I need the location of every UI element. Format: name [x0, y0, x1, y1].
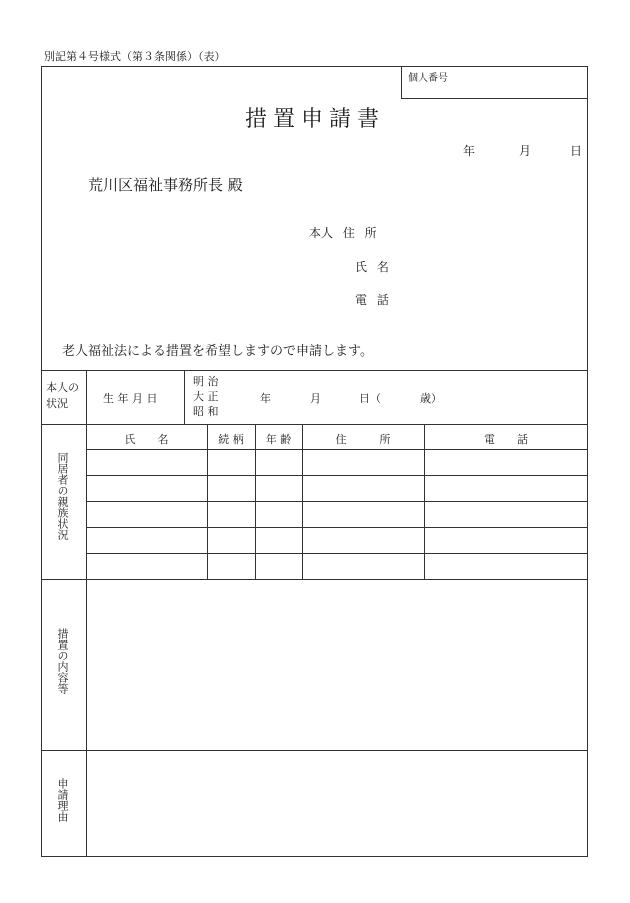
addressee: 荒川区福祉事務所長 殿: [88, 176, 243, 194]
age-unit: 歳）: [420, 392, 442, 405]
family-row-line-5: [86, 553, 588, 554]
honnin-divider-2: [184, 370, 185, 424]
date-day-label: 日: [570, 144, 583, 158]
form-title: 措置申請書: [244, 107, 385, 132]
sochi-content-field[interactable]: [87, 580, 587, 749]
sochi-section-label: 措置の内容等: [56, 628, 69, 694]
applicant-address-label: 本人 住 所: [309, 226, 377, 240]
applicant-name-label: 氏 名: [355, 260, 389, 274]
family-col-relation: 続 柄: [218, 433, 244, 446]
date-year-label: 年: [463, 144, 476, 158]
era-taisho[interactable]: 大 正: [193, 390, 219, 403]
separator-family-top: [41, 424, 588, 425]
birth-day-unit: 日（: [359, 392, 381, 405]
date-month-label: 月: [519, 144, 532, 158]
family-row-line-3: [86, 501, 588, 502]
family-row-line-2: [86, 475, 588, 476]
kojin-bango-label: 個人番号: [408, 73, 448, 84]
honnin-label-line1: 本人の: [46, 381, 79, 394]
era-meiji[interactable]: 明 治: [193, 375, 219, 388]
family-section-label: 同居者の親族状況: [56, 452, 69, 540]
applicant-phone-label: 電 話: [355, 293, 389, 307]
family-col-address: 住 所: [335, 433, 391, 446]
era-showa[interactable]: 昭 和: [193, 405, 219, 418]
family-col-name: 氏 名: [124, 433, 169, 446]
era-list[interactable]: [193, 374, 219, 419]
birth-month-unit: 月: [310, 392, 321, 405]
birth-year-unit: 年: [260, 392, 271, 405]
honnin-section-label: [46, 380, 79, 412]
family-row-line-1: [86, 449, 588, 450]
birth-date-label: 生 年 月 日: [103, 392, 158, 405]
honnin-divider-1: [86, 370, 87, 424]
family-col-phone: 電 話: [484, 433, 528, 446]
application-statement: 老人福祉法による措置を希望しますので申請します。: [62, 344, 373, 359]
reason-content-field[interactable]: [87, 751, 587, 856]
separator-honnin-top: [41, 370, 588, 371]
family-col-age: 年 齢: [265, 433, 292, 446]
honnin-label-line2: 状況: [46, 397, 68, 410]
reason-section-label: 申請理由: [56, 778, 69, 822]
family-row-line-4: [86, 527, 588, 528]
form-reference: 別記第４号様式（第３条関係）（表）: [44, 50, 226, 63]
